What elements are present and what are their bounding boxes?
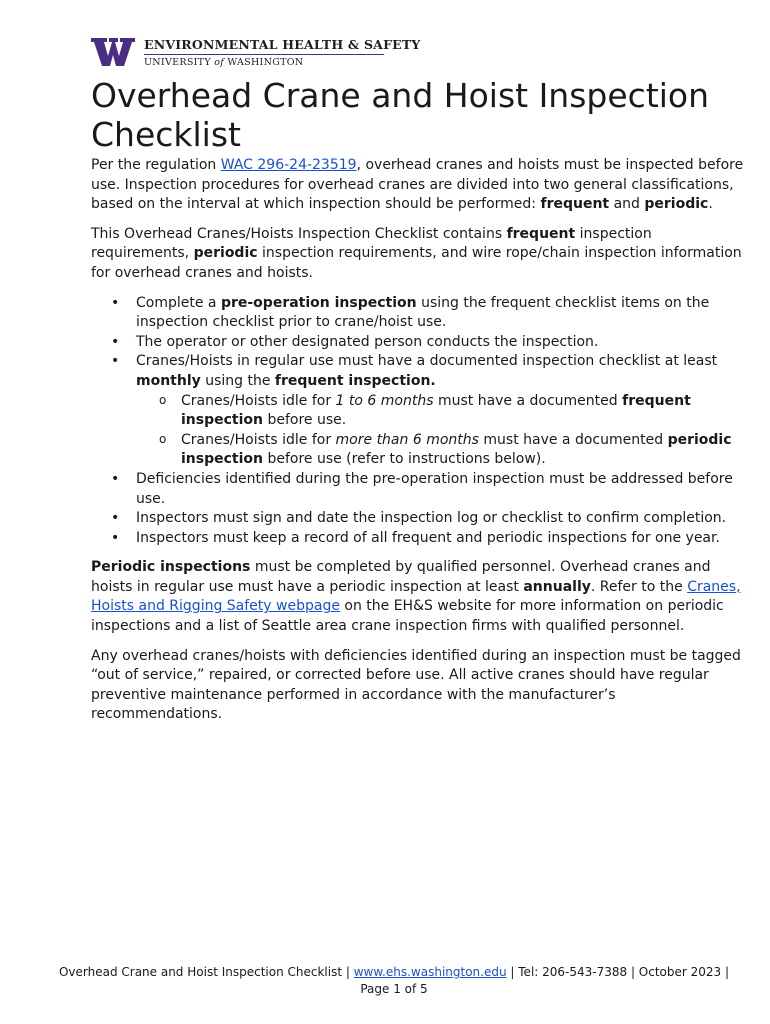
- list-item: • The operator or other designated person conducts the inspection.: [91, 333, 746, 353]
- document-body: [91, 76, 746, 735]
- list-item: • Complete a pre-operation inspection using the frequent checklist items on the inspection checklist prior to crane/hoist use.: [91, 294, 746, 333]
- intro-paragraph: Per the regulation WAC 296-24-23519, overhead cranes and hoists must be inspected before use. Inspection procedures for overhead cranes are divided into two general classifications, based on the interval at which inspection should be performed: frequent and periodic.: [91, 157, 744, 213]
- periodic-inspections-paragraph: Periodic inspections must be completed by qualified personnel. Overhead cranes and hoists in regular use must have a periodic inspection at least annually. Refer to the Cranes, Hoists and Rigging Safety webpage on the EH&S website for more information on periodic inspections and a list of Seattle area crane inspection firms with qualified personnel.: [91, 559, 741, 635]
- page-footer: Overhead Crane and Hoist Inspection Checklist | www.ehs.washington.edu | Tel: 206-543-7388 | October 2023 | Page 1 of 5: [58, 965, 730, 996]
- list-item: • Inspectors must keep a record of all frequent and periodic inspections for one year.: [91, 529, 746, 549]
- cranes-safety-webpage-link[interactable]: Cranes, Hoists and Rigging Safety webpage: [91, 578, 741, 615]
- checklist-contents-paragraph: This Overhead Cranes/Hoists Inspection Checklist contains frequent inspection requirements, periodic inspection requirements, and wire rope/chain inspection information for overhead cranes and hoists.: [91, 225, 742, 281]
- department-name: ENVIRONMENTAL HEALTH & SAFETY: [144, 37, 421, 52]
- uw-logo-icon: [90, 36, 136, 68]
- requirements-list: [91, 294, 746, 549]
- deficiencies-paragraph: Any overhead cranes/hoists with deficiencies identified during an inspection must be tagged “out of service,” repaired, or corrected before use. All active cranes should have regular preventive maintenance performed in accordance with the manufacturer’s recommendations.: [91, 647, 741, 723]
- sub-list-item: o Cranes/Hoists idle for more than 6 months must have a documented periodic inspection before use (refer to instructions below).: [136, 431, 746, 470]
- wac-regulation-link[interactable]: WAC 296-24-23519: [220, 157, 357, 173]
- page-title: Overhead Crane and Hoist Inspection Checklist: [91, 76, 710, 154]
- ehs-website-link[interactable]: www.ehs.washington.edu: [353, 965, 507, 979]
- list-item: • Inspectors must sign and date the inspection log or checklist to confirm completion.: [91, 509, 746, 529]
- idle-crane-sublist: [136, 392, 746, 470]
- list-item: • Cranes/Hoists in regular use must have a documented inspection checklist at least monthly using the frequent inspection. o Cranes/Hoists idle for 1 to 6 months must have a documented frequent inspection before use. o Cranes/Hoists idle for more than 6 months must have a documented periodic inspection before use (refer to instructions below).: [91, 352, 746, 470]
- university-name: UNIVERSITY of WASHINGTON: [144, 57, 304, 68]
- sub-list-item: o Cranes/Hoists idle for 1 to 6 months must have a documented frequent inspection before use.: [136, 392, 746, 431]
- list-item: • Deficiencies identified during the pre-operation inspection must be addressed before use.: [91, 470, 746, 509]
- header-divider: [144, 54, 384, 55]
- page-header: [90, 36, 421, 72]
- header-text: [144, 36, 421, 69]
